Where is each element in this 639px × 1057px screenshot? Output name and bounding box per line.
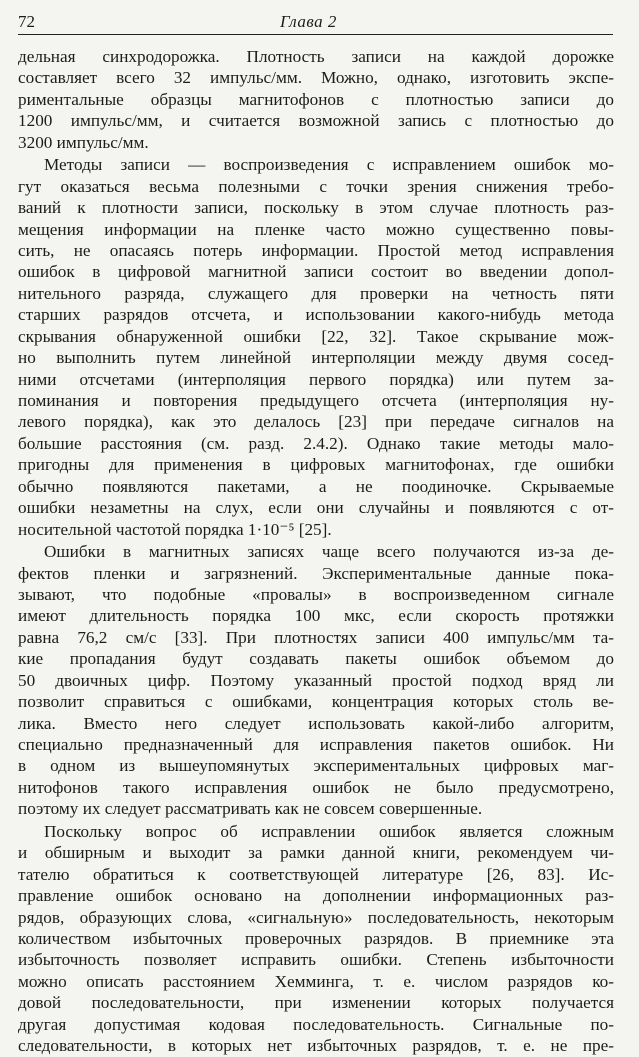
text-line: поминания и повторения предыдущего отсчета (интерполяция ну- (18, 391, 614, 410)
text-line: лика. Вместо него следует использовать какой-либо алгоритм, (18, 713, 614, 733)
paragraph (18, 46, 614, 153)
text-line: фектов пленки и загрязнений. Экспериментальные данные пока- (18, 563, 614, 583)
text-line: можно описать расстоянием Хемминга, т. е. числом разрядов ко- (18, 971, 614, 991)
text-line: ошибки незаметны на слух, если они случайны и появляются с от- (18, 498, 614, 518)
text-line: мещения информации на пленке часто можно существенно повы- (18, 219, 614, 239)
text-line: левого порядка), как это делалось [23] при передаче сигналов на (18, 412, 614, 432)
text-line: и обширным и выходит за рамки данной книги, рекомендуем чи- (18, 843, 614, 863)
text-line: правление ошибок основано на дополнении информационных раз- (18, 886, 614, 906)
text-line: имеют длительность порядка 100 мкс, если скорость протяжки (18, 606, 614, 626)
body-text (18, 46, 614, 1057)
text-line: ваний к плотности записи, поскольку в этом случае плотность раз- (18, 198, 614, 218)
text-line: равна 76,2 см/с [33]. При плотностях записи 400 импульс/мм та- (18, 627, 614, 647)
paragraph (18, 821, 614, 1057)
page-number: 72 (18, 12, 35, 31)
text-line: 3200 импульс/мм. (18, 132, 149, 152)
text-line: тателю обратиться к соответствующей литературе [26, 83]. Ис- (18, 864, 614, 884)
text-line: ошибок в цифровой магнитной записи состоит во введении допол- (18, 262, 614, 282)
text-line: Ошибки в магнитных записях чаще всего получаются из-за де- (44, 542, 614, 562)
text-line: дельная синхродорожка. Плотность записи на каждой дорожке (18, 47, 614, 66)
text-line: риментальные образцы магнитофонов с плотностью записи до (18, 89, 614, 109)
text-line: носительной частотой порядка 1·10⁻⁵ [25]. (18, 519, 332, 539)
text-line: Поскольку вопрос об исправлении ошибок является сложным (44, 821, 614, 841)
text-line: специально предназначенный для исправления пакетов ошибок. Ни (18, 735, 614, 754)
text-line: зывают, что подобные «провалы» в воспроизведенном сигнале (18, 584, 614, 604)
text-line: количеством избыточных проверочных разрядов. В приемнике эта (18, 928, 614, 948)
text-line: гут оказаться весьма полезными с точки зрения снижения требо- (18, 176, 614, 196)
text-line: другая допустимая кодовая последовательность. Сигнальные по- (18, 1014, 614, 1034)
text-line: обычно появляются пакетами, а не поодиночке. Скрываемые (18, 476, 614, 496)
text-line: сить, не опасаясь потерь информации. Простой метод исправления (18, 240, 614, 260)
text-line: составляет всего 32 импульс/мм. Можно, однако, изготовить экспе- (18, 68, 614, 88)
text-line: следовательности, в которых нет избыточных разрядов, т. е. не пре- (18, 1036, 614, 1056)
text-line: 1200 импульс/мм, и считается возможной запись с плотностью до (18, 111, 614, 131)
text-line: нитофонов такого исправления ошибок не было предусмотрено, (18, 777, 614, 797)
text-line: старших разрядов отсчета, и использовании какого-нибудь метода (18, 305, 614, 325)
text-line: нительного разряда, служащего для проверки на четность пяти (18, 283, 614, 303)
text-line: рядов, образующих слова, «сигнальную» последовательность, некоторым (18, 907, 614, 927)
paragraph (18, 541, 614, 820)
text-line: ними отсчетами (интерполяция первого порядка) или путем за- (18, 369, 614, 389)
text-line: пригодны для применения в цифровых магнитофонах, где ошибки (18, 455, 614, 475)
text-line: но выполнить путем линейной интерполяции между двумя сосед- (18, 348, 614, 368)
page-header (18, 10, 613, 35)
text-line: позволит справиться с ошибками, концентрация которых столь ве- (18, 692, 614, 712)
text-line: в одном из вышеупомянутых экспериментальных цифровых маг- (18, 756, 614, 776)
running-head: Глава 2 (280, 12, 337, 31)
paragraph (18, 154, 614, 540)
text-line: довой последовательности, при изменении которых получается (18, 993, 614, 1013)
text-line: избыточность позволяет исправить ошибки. Степень избыточности (18, 950, 614, 970)
text-line: скрывания обнаруженной ошибки [22, 32]. Такое скрывание мож- (18, 326, 614, 346)
text-line: Методы записи — воспроизведения с исправлением ошибок мо- (44, 155, 614, 175)
text-line: поэтому их следует рассматривать как не совсем совершенные. (18, 799, 483, 819)
text-line: большие расстояния (см. разд. 2.4.2). Однако такие методы мало- (18, 433, 614, 453)
text-line: 50 двоичных цифр. Поэтому указанный простой подход вряд ли (18, 670, 614, 690)
text-line: кие пропадания будут создавать пакеты ошибок объемом до (18, 649, 614, 669)
